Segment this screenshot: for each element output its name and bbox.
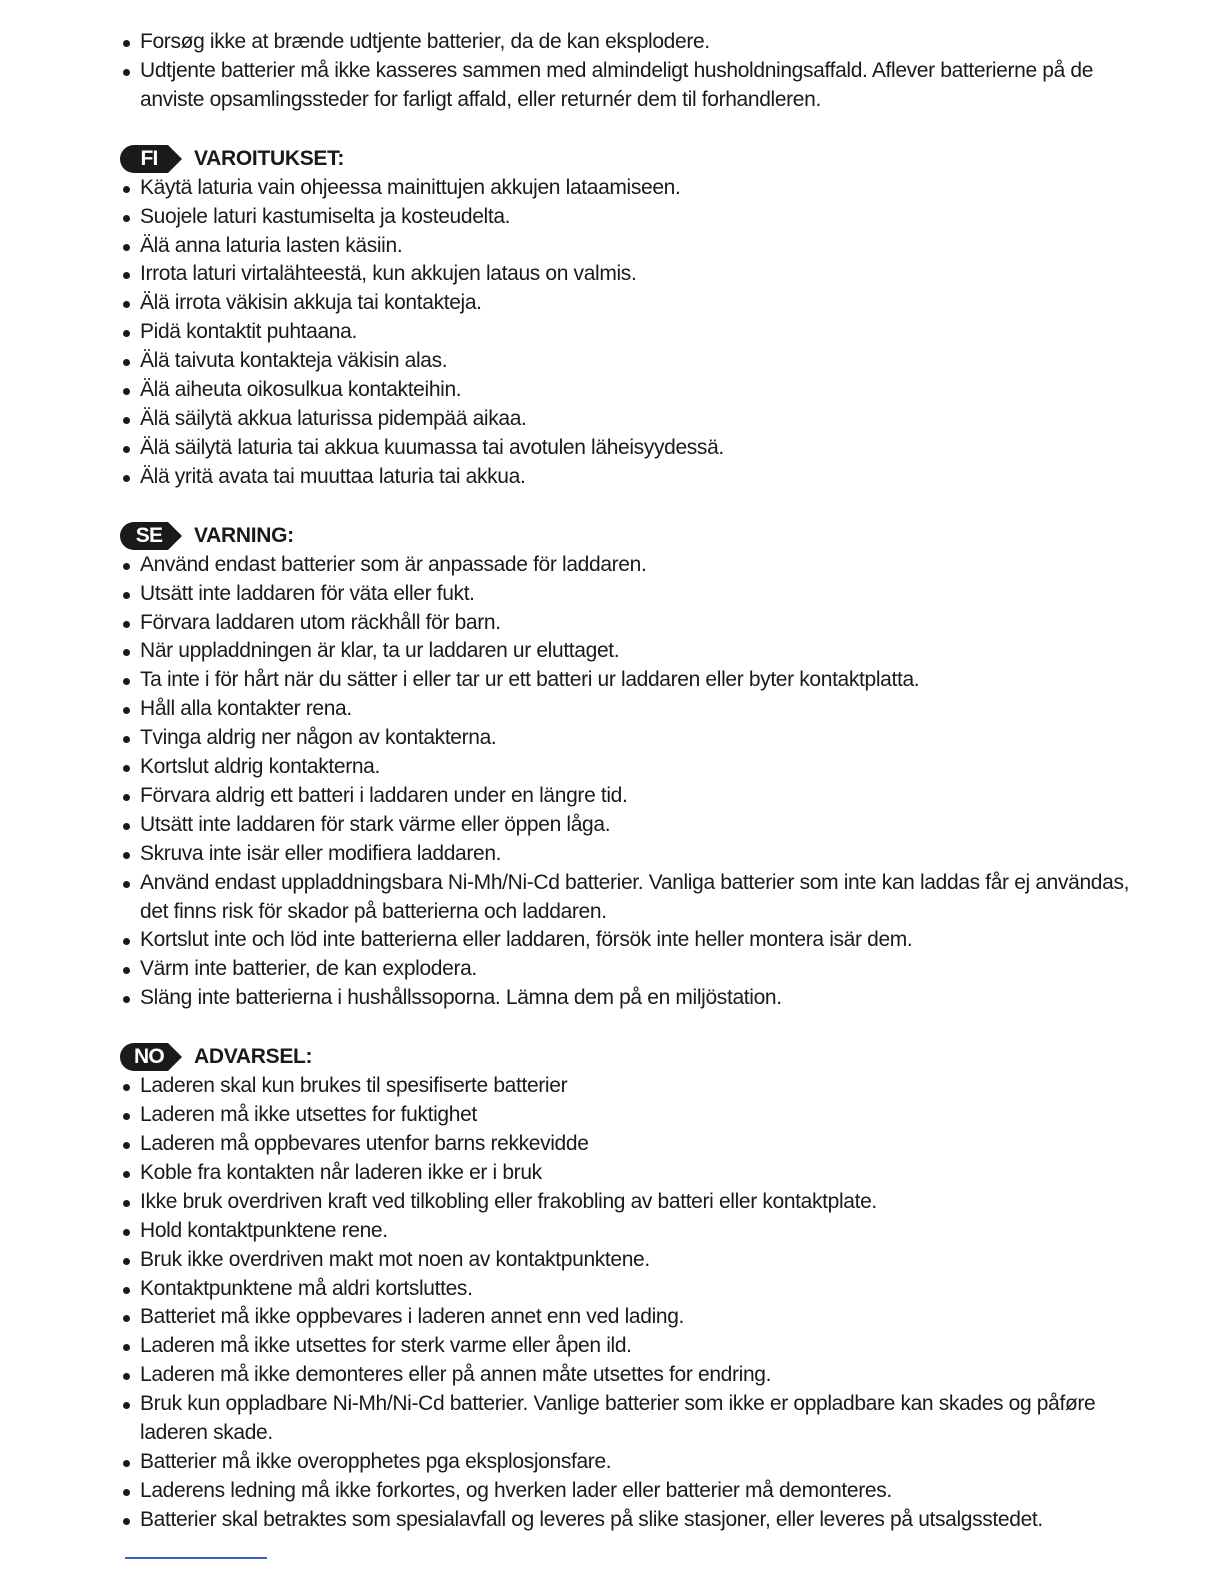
list-item: Koble fra kontakten når laderen ikke er i bruk [120, 1159, 1130, 1188]
list-item: När uppladdningen är klar, ta ur laddaren ur eluttaget. [120, 637, 1130, 666]
list-item: Laderen må oppbevares utenfor barns rekkevidde [120, 1130, 1130, 1159]
list-item: Laderen skal kun brukes til spesifiserte batterier [120, 1072, 1130, 1101]
section-se [120, 522, 1130, 1014]
list-item: Kortslut inte och löd inte batterierna eller laddaren, försök inte heller montera isär dem. [120, 926, 1130, 955]
section-header [120, 1043, 1130, 1071]
list-item: Utsätt inte laddaren för väta eller fukt. [120, 580, 1130, 609]
warning-list [120, 1072, 1130, 1535]
list-item: Batterier må ikke overopphetes pga eksplosjonsfare. [120, 1448, 1130, 1477]
language-badge-se [120, 522, 182, 550]
language-badge-no [120, 1043, 182, 1071]
section-header [120, 522, 1130, 550]
section-header [120, 145, 1130, 173]
list-item: Batteriet må ikke oppbevares i laderen annet enn ved lading. [120, 1303, 1130, 1332]
list-item: Bruk kun oppladbare Ni-Mh/Ni-Cd batterier. Vanlige batterier som ikke er oppladbare kan skades og påføre laderen skade. [120, 1390, 1130, 1448]
list-item: Tvinga aldrig ner någon av kontakterna. [120, 724, 1130, 753]
list-item: Laderen må ikke demonteres eller på annen måte utsettes for endring. [120, 1361, 1130, 1390]
list-item: Forsøg ikke at brænde udtjente batterier, da de kan eksplodere. [120, 28, 1130, 57]
warning-list [120, 174, 1130, 492]
section-title: ADVARSEL: [194, 1045, 313, 1069]
language-badge-fi [120, 145, 182, 173]
list-item: Älä säilytä laturia tai akkua kuumassa tai avotulen läheisyydessä. [120, 434, 1130, 463]
list-item: Håll alla kontakter rena. [120, 695, 1130, 724]
list-item: Irrota laturi virtalähteestä, kun akkujen lataus on valmis. [120, 260, 1130, 289]
list-item: Ta inte i för hårt när du sätter i eller tar ur ett batteri ur laddaren eller byter kontaktplatta. [120, 666, 1130, 695]
document-page [120, 28, 1130, 1535]
list-item: Älä taivuta kontakteja väkisin alas. [120, 347, 1130, 376]
list-item: Älä yritä avata tai muuttaa laturia tai akkua. [120, 463, 1130, 492]
list-item: Släng inte batterierna i hushållssoporna. Lämna dem på en miljöstation. [120, 984, 1130, 1013]
list-item: Använd endast uppladdningsbara Ni-Mh/Ni-Cd batterier. Vanliga batterier som inte kan laddas får ej användas, det finns risk för skador på batterierna och laddaren. [120, 869, 1130, 927]
badge-label: SE [135, 523, 163, 547]
footer-divider [125, 1557, 267, 1559]
warning-list [120, 551, 1130, 1014]
list-item: Bruk ikke overdriven makt mot noen av kontaktpunktene. [120, 1246, 1130, 1275]
section-no [120, 1043, 1130, 1535]
section-fi [120, 145, 1130, 492]
list-item: Älä irrota väkisin akkuja tai kontakteja. [120, 289, 1130, 318]
list-item: Suojele laturi kastumiselta ja kosteudelta. [120, 203, 1130, 232]
section-title: VARNING: [194, 523, 294, 547]
badge-label: NO [134, 1045, 164, 1069]
list-item: Älä aiheuta oikosulkua kontakteihin. [120, 376, 1130, 405]
list-item: Kortslut aldrig kontakterna. [120, 753, 1130, 782]
list-item: Udtjente batterier må ikke kasseres sammen med almindeligt husholdningsaffald. Aflever batterierne på de anviste opsamlingssteder for farligt affald, eller returnér dem til forhandleren. [120, 57, 1130, 115]
list-item: Hold kontaktpunktene rene. [120, 1217, 1130, 1246]
badge-label: FI [140, 146, 158, 170]
list-item: Käytä laturia vain ohjeessa mainittujen akkujen lataamiseen. [120, 174, 1130, 203]
danish-warning-list [120, 28, 1130, 115]
list-item: Laderen må ikke utsettes for sterk varme eller åpen ild. [120, 1332, 1130, 1361]
list-item: Utsätt inte laddaren för stark värme eller öppen låga. [120, 811, 1130, 840]
list-item: Ikke bruk overdriven kraft ved tilkobling eller frakobling av batteri eller kontaktplate. [120, 1188, 1130, 1217]
list-item: Pidä kontaktit puhtaana. [120, 318, 1130, 347]
list-item: Laderen må ikke utsettes for fuktighet [120, 1101, 1130, 1130]
list-item: Värm inte batterier, de kan explodera. [120, 955, 1130, 984]
list-item: Skruva inte isär eller modifiera laddaren. [120, 840, 1130, 869]
list-item: Förvara laddaren utom räckhåll för barn. [120, 609, 1130, 638]
list-item: Förvara aldrig ett batteri i laddaren under en längre tid. [120, 782, 1130, 811]
list-item: Laderens ledning må ikke forkortes, og hverken lader eller batterier må demonteres. [120, 1477, 1130, 1506]
list-item: Batterier skal betraktes som spesialavfall og leveres på slike stasjoner, eller leveres på utsalgsstedet. [120, 1506, 1130, 1535]
list-item: Använd endast batterier som är anpassade för laddaren. [120, 551, 1130, 580]
list-item: Kontaktpunktene må aldri kortsluttes. [120, 1275, 1130, 1304]
list-item: Älä anna laturia lasten käsiin. [120, 232, 1130, 261]
section-title: VAROITUKSET: [194, 146, 345, 170]
list-item: Älä säilytä akkua laturissa pidempää aikaa. [120, 405, 1130, 434]
